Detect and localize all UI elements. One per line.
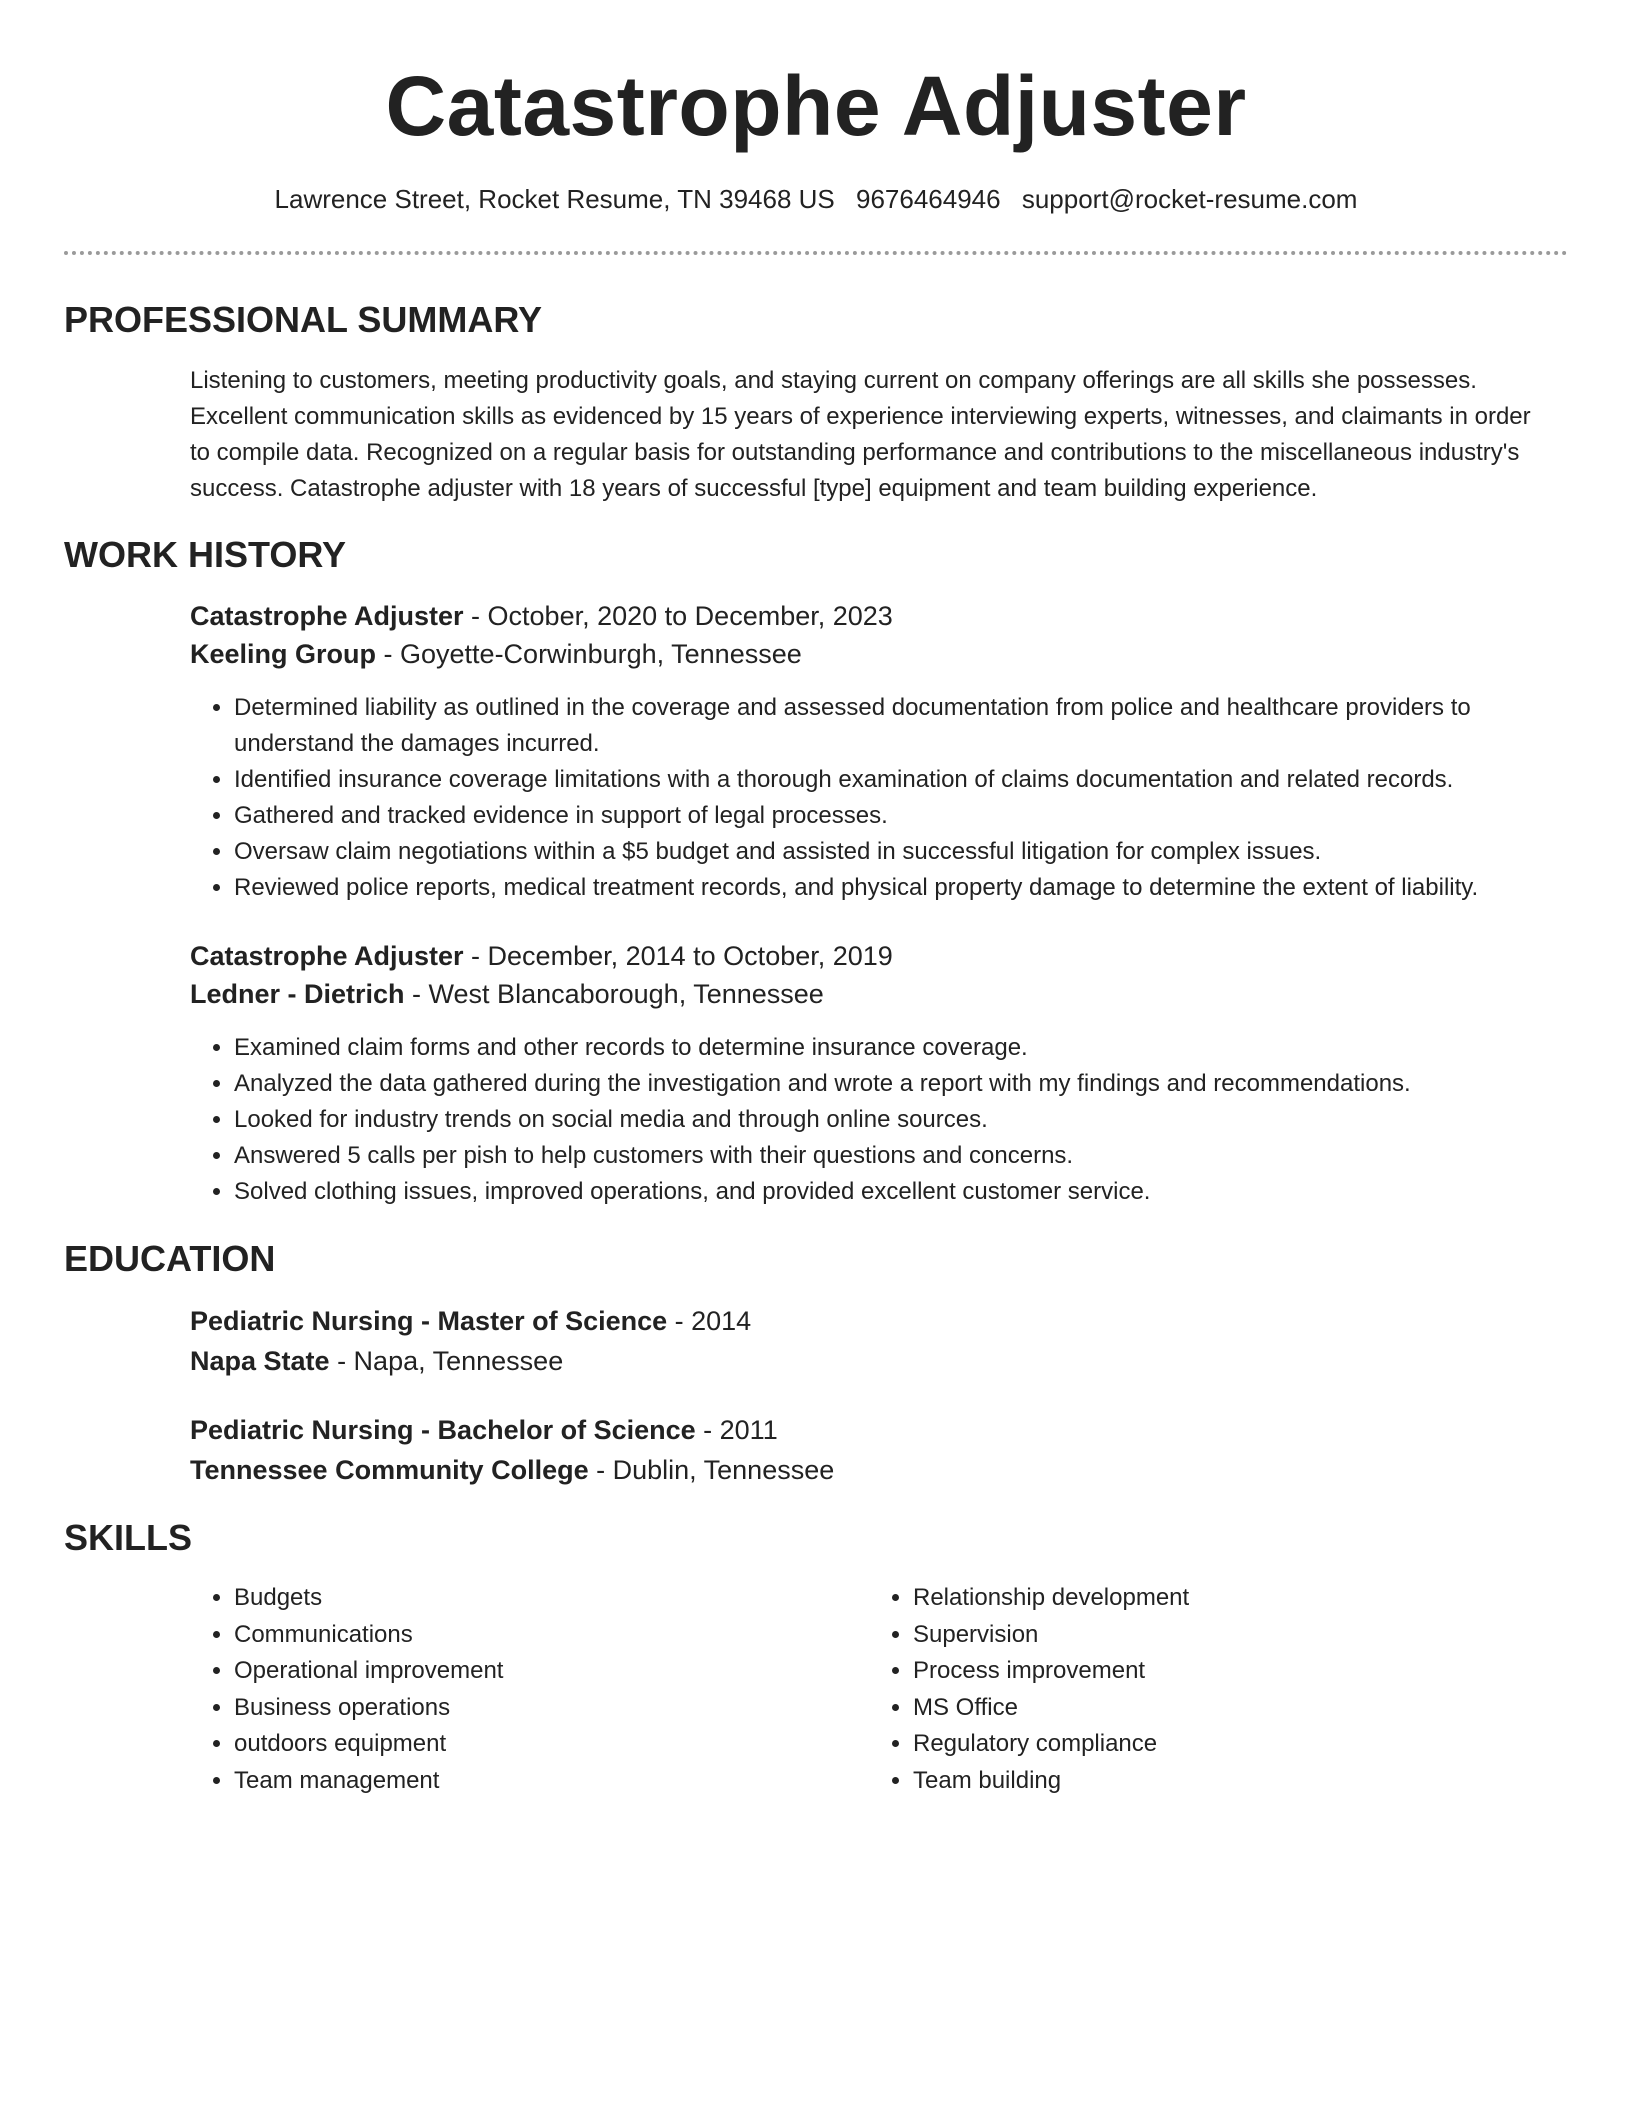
job-dates: - December, 2014 to October, 2019	[463, 941, 893, 971]
contact-address: Lawrence Street, Rocket Resume, TN 39468 US	[274, 184, 835, 214]
list-item: • Supervision	[913, 1617, 1473, 1654]
list-item: • Regulatory compliance	[913, 1726, 1473, 1763]
list-item: • Process improvement	[913, 1653, 1473, 1690]
list-item: • Identified insurance coverage limitations with a thorough examination of claims documentation and related records.	[234, 762, 1594, 798]
list-item: • Budgets	[234, 1580, 794, 1617]
education-location: - Napa, Tennessee	[329, 1346, 564, 1376]
education-school-line	[190, 1451, 1550, 1489]
list-item: • Operational improvement	[234, 1653, 794, 1690]
work-history-heading: WORK HISTORY	[64, 534, 347, 575]
education-location: - Dublin, Tennessee	[588, 1455, 835, 1485]
list-item: • outdoors equipment	[234, 1726, 794, 1763]
list-item: • Gathered and tracked evidence in support of legal processes.	[234, 798, 1594, 834]
contact-phone: 9676464946	[856, 184, 1001, 214]
summary-heading: PROFESSIONAL SUMMARY	[64, 299, 543, 340]
summary-text: Listening to customers, meeting productivity goals, and staying current on company offerings are all skills she possesses. Excellent communication skills as evidenced by 15 years of experience interviewing experts, witnesses, and claimants in order to compile data. Recognized on a regular basis for outstanding performance and contributions to the miscellaneous industry's success. Catastrophe adjuster with 18 years of successful [type] equipment and team building experience.	[190, 367, 1531, 502]
job-title: Catastrophe Adjuster	[190, 601, 464, 631]
list-item: • Looked for industry trends on social media and through online sources.	[234, 1102, 1594, 1138]
job-company: Ledner - Dietrich	[190, 979, 405, 1009]
job-company-line	[190, 975, 1550, 1013]
list-item: • Solved clothing issues, improved operations, and provided excellent customer service.	[234, 1174, 1594, 1210]
skills-list-left	[190, 1580, 794, 1799]
education-degree-line	[190, 1411, 1550, 1449]
header-divider	[64, 251, 1568, 255]
education-school: Napa State	[190, 1346, 330, 1376]
education-degree: Pediatric Nursing - Bachelor of Science	[190, 1415, 696, 1445]
education-year: - 2014	[667, 1306, 752, 1336]
job-title-line	[190, 937, 1550, 975]
contact-email: support@rocket-resume.com	[1021, 184, 1358, 214]
list-item: • MS Office	[913, 1690, 1473, 1727]
education-degree-line	[190, 1302, 1550, 1340]
education-degree: Pediatric Nursing - Master of Science	[190, 1306, 668, 1336]
list-item: • Team building	[913, 1763, 1473, 1800]
list-item: • Business operations	[234, 1690, 794, 1727]
skills-list-right	[869, 1580, 1473, 1799]
education-school: Tennessee Community College	[190, 1455, 589, 1485]
list-item: • Communications	[234, 1617, 794, 1654]
list-item: • Relationship development	[913, 1580, 1473, 1617]
job-company-line	[190, 635, 1550, 673]
job-location: - Goyette-Corwinburgh, Tennessee	[376, 639, 802, 669]
education-school-line	[190, 1342, 1550, 1380]
list-item: • Team management	[234, 1763, 794, 1800]
education-heading: EDUCATION	[64, 1238, 276, 1279]
contact-line	[0, 181, 1632, 217]
skills-heading: SKILLS	[64, 1517, 193, 1558]
job-title-line	[190, 597, 1550, 635]
job-dates: - October, 2020 to December, 2023	[463, 601, 893, 631]
job-company: Keeling Group	[190, 639, 377, 669]
job-title: Catastrophe Adjuster	[190, 941, 464, 971]
list-item: • Examined claim forms and other records to determine insurance coverage.	[234, 1030, 1594, 1066]
candidate-name: Catastrophe Adjuster	[385, 59, 1247, 153]
job-location: - West Blancaborough, Tennessee	[404, 979, 824, 1009]
job-duties-list	[190, 690, 1594, 906]
list-item: • Reviewed police reports, medical treatment records, and physical property damage to determine the extent of liability.	[234, 870, 1594, 906]
list-item: • Analyzed the data gathered during the investigation and wrote a report with my findings and recommendations.	[234, 1066, 1594, 1102]
job-duties-list	[190, 1030, 1594, 1210]
education-year: - 2011	[695, 1415, 778, 1445]
list-item: • Answered 5 calls per pish to help customers with their questions and concerns.	[234, 1138, 1594, 1174]
list-item: • Oversaw claim negotiations within a $5 budget and assisted in successful litigation for complex issues.	[234, 834, 1594, 870]
list-item: • Determined liability as outlined in the coverage and assessed documentation from police and healthcare providers to understand the damages incurred.	[234, 690, 1594, 762]
